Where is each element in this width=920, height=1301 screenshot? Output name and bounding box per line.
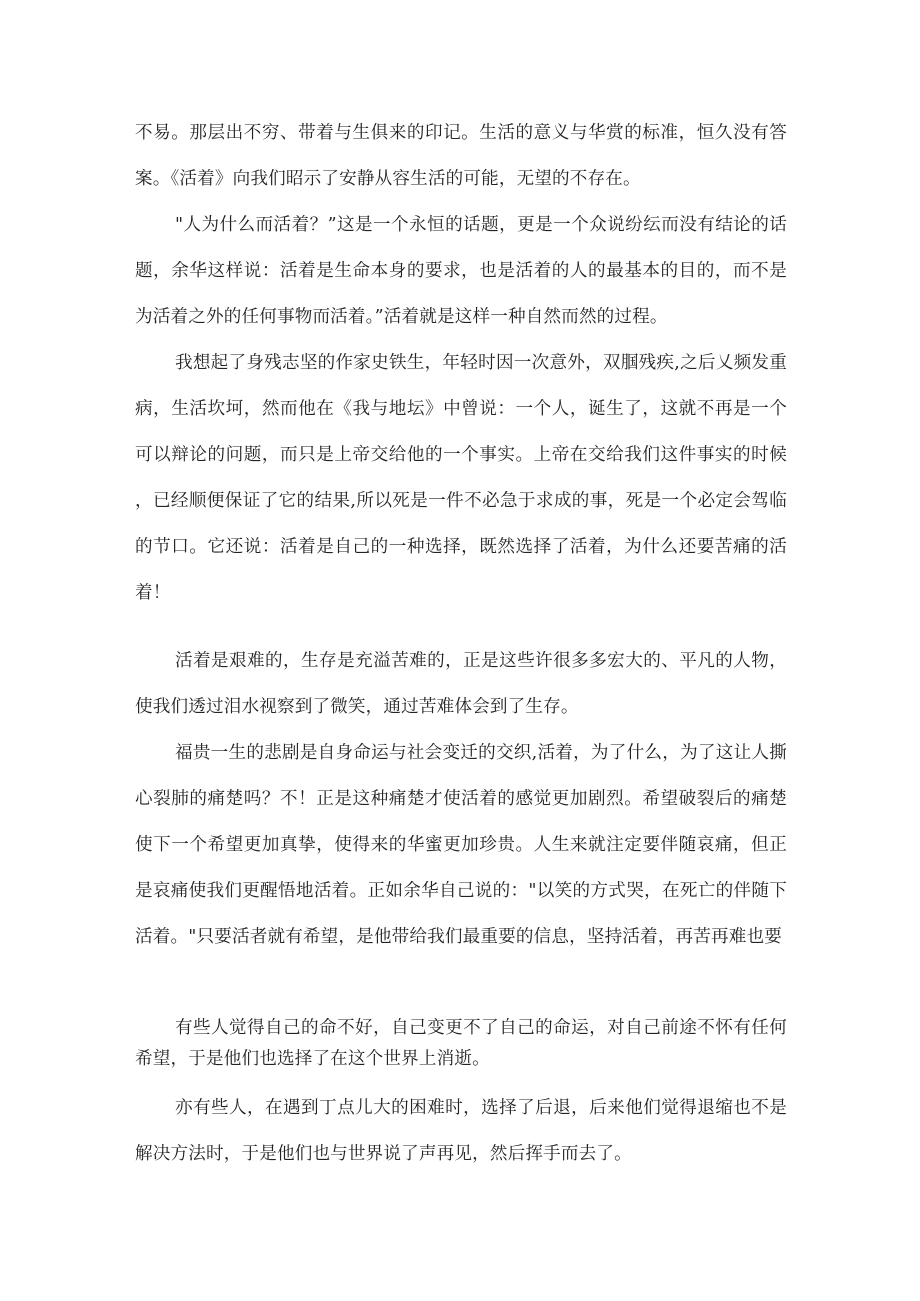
paragraph-7: 亦有些人，在遇到丁点儿大的困难时，选择了后退，后来他们觉得退缩也不是解决方法时，于是他们也与世界说了声再见，然后挥手而去了。 xyxy=(135,1098,787,1164)
paragraph-1: 不易。那层出不穷、带着与生俱来的印记。生活的意义与华赏的标准，恒久没有答案。《活着》向我们昭示了安静从容生活的可能，无望的不存在。 xyxy=(135,123,787,189)
paragraph-3: 我想起了身残志坚的作家史铁生，年轻时因一次意外，双腘残疾,之后乂频发重病，生活坎坷，然而他在《我与地坛》中曾说：一个人，诞生了，这就不再是一个可以辩论的问题，而只是上帝交给他的一个事实。上帝在交给我们这件事实的时候，已经顺便保证了它的结果,所以死是一件不必急于求成的事，死是一个必定会驾临的节口。它还说：活着是自己的一种选择，既然选择了活着，为什么还要苦痛的活着！ xyxy=(135,353,787,603)
paragraph-4: 活着是艰难的，生存是充溢苦难的，正是这些许很多多宏大的、平凡的人物，使我们透过泪水视察到了微笑，通过苦难体会到了生存。 xyxy=(135,651,787,717)
paragraph-6: 有些人觉得自己的命不好，自己变更不了自己的命运，对自己前途不怀有任何希望，于是他们也选择了在这个世界上消逝。 xyxy=(135,1018,787,1069)
paragraph-5: 福贵一生的悲剧是自身命运与社会变迁的交织,活着，为了什么，为了这让人撕心裂肺的痛楚吗？不！正是这种痛楚才使活着的感觉更加剧烈。希望破裂后的痛楚使下一个希望更加真挚，使得来的华蜜更加珍贵。人生来就注定要伴随哀痛，但正是哀痛使我们更醒悟地活着。正如余华自己说的："以笑的方式哭，在死亡的伴随下活着。"只要活者就有希望，是他带给我们最重要的信息，坚持活着，再苦再难也要 xyxy=(135,743,787,947)
paragraph-2: "人为什么而活着？”这是一个永恒的话题，更是一个众说纷纭而没有结论的话题，余华这样说：活着是生命本身的要求，也是活着的人的最基本的目的，而不是为活着之外的任何事物而活着。”活着就是这样一种自然而然的过程。 xyxy=(135,215,787,327)
